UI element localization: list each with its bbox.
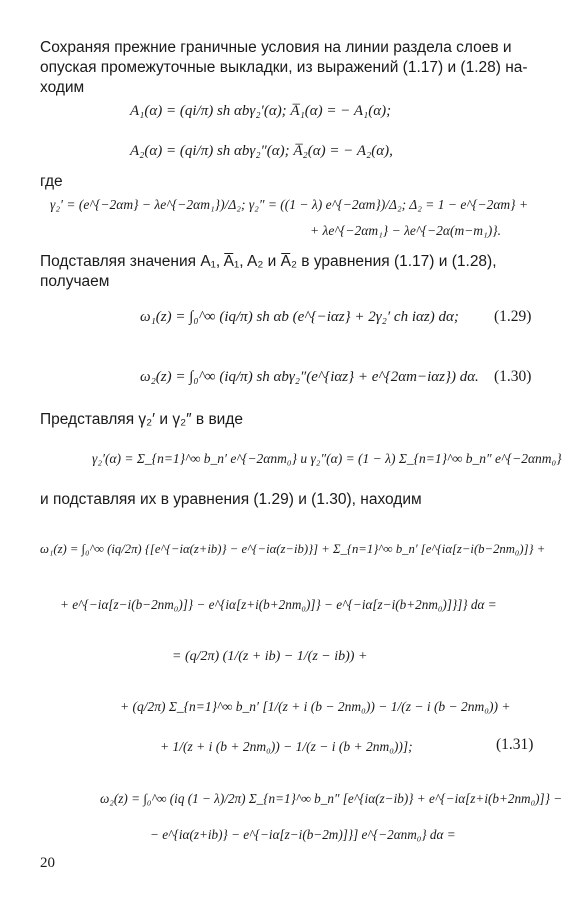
paragraph-line: ходим: [40, 79, 85, 96]
equation-omega2-expanded: ω₂(z) = ∫₀^∞ (iq (1 − λ)/2π) Σ_{n=1}^∞ b_n″ [e^{iα(z−ib)} + e^{−iα[z+i(b+2nm₀)]} −: [100, 791, 563, 806]
paragraph-line: Подставляя значения A₁, A̅₁, A₂ и A̅₂ в уравнения (1.17) и (1.28),: [40, 253, 497, 270]
equation-a2: A₂(α) = (qi/π) sh αbγ₂″(α); A̅₂(α) = − A₂(α),: [130, 143, 393, 159]
equation-a1: A₁(α) = (qi/π) sh αbγ₂′(α); A̅₁(α) = − A₁(α);: [130, 103, 392, 119]
page-number: 20: [40, 855, 55, 871]
equation-series: γ₂′(α) = Σ_{n=1}^∞ b_n′ e^{−2αnm₀} и γ₂″(α) = (1 − λ) Σ_{n=1}^∞ b_n″ e^{−2αnm₀}: [92, 451, 562, 466]
paragraph-line: где: [40, 173, 63, 190]
paragraph-line: Сохраняя прежние граничные условия на линии раздела слоев и: [40, 39, 512, 56]
paragraph-line: опуская промежуточные выкладки, из выражений (1.17) и (1.28) на-: [40, 59, 528, 76]
paragraph-line: Представляя γ₂′ и γ₂″ в виде: [40, 411, 243, 428]
equation-gamma-cont: + λe^{−2αm₁} − λe^{−2α(m−m₁)}.: [310, 223, 502, 238]
equation-number: (1.31): [496, 736, 534, 753]
equation-omega1-expanded: = (q/2π) (1/(z + ib) − 1/(z − ib)) +: [172, 649, 368, 664]
equation-gamma: γ₂′ = (e^{−2αm} − λe^{−2αm₁})/Δ₂; γ₂″ = ((1 − λ) e^{−2αm})/Δ₂; Δ₂ = 1 − e^{−2αm} +: [50, 197, 529, 212]
equation-omega1-expanded: ω₁(z) = ∫₀^∞ (iq/2π) {[e^{−iα(z+ib)} − e^{−iα(z−ib)}] + Σ_{n=1}^∞ b_n′ [e^{iα[z−i(b−2nm₀)]} +: [40, 542, 546, 556]
equation-omega2: ω₂(z) = ∫₀^∞ (iq/π) sh αbγ₂″(e^{iαz} + e^{2αm−iαz}) dα.: [140, 369, 479, 385]
equation-omega1-expanded: + 1/(z + i (b + 2nm₀)) − 1/(z − i (b + 2nm₀))];: [160, 739, 413, 754]
equation-omega1-expanded: + e^{−iα[z−i(b−2nm₀)]} − e^{iα[z+i(b+2nm₀)]} − e^{−iα[z−i(b+2nm₀)]}]} dα =: [60, 597, 497, 612]
paragraph-line: получаем: [40, 273, 110, 290]
equation-omega1: ω₁(z) = ∫₀^∞ (iq/π) sh αb (e^{−iαz} + 2γ₂′ ch iαz) dα;: [140, 309, 459, 325]
equation-omega2-expanded: − e^{iα(z+ib)} − e^{−iα[z−i(b−2m)]}] e^{−2αnm₀} dα =: [150, 827, 456, 842]
equation-omega1-expanded: + (q/2π) Σ_{n=1}^∞ b_n′ [1/(z + i (b − 2nm₀)) − 1/(z − i (b − 2nm₀)) +: [120, 699, 511, 714]
equation-number: (1.29): [494, 308, 532, 325]
equation-number: (1.30): [494, 368, 532, 385]
paragraph-line: и подставляя их в уравнения (1.29) и (1.30), находим: [40, 491, 422, 508]
